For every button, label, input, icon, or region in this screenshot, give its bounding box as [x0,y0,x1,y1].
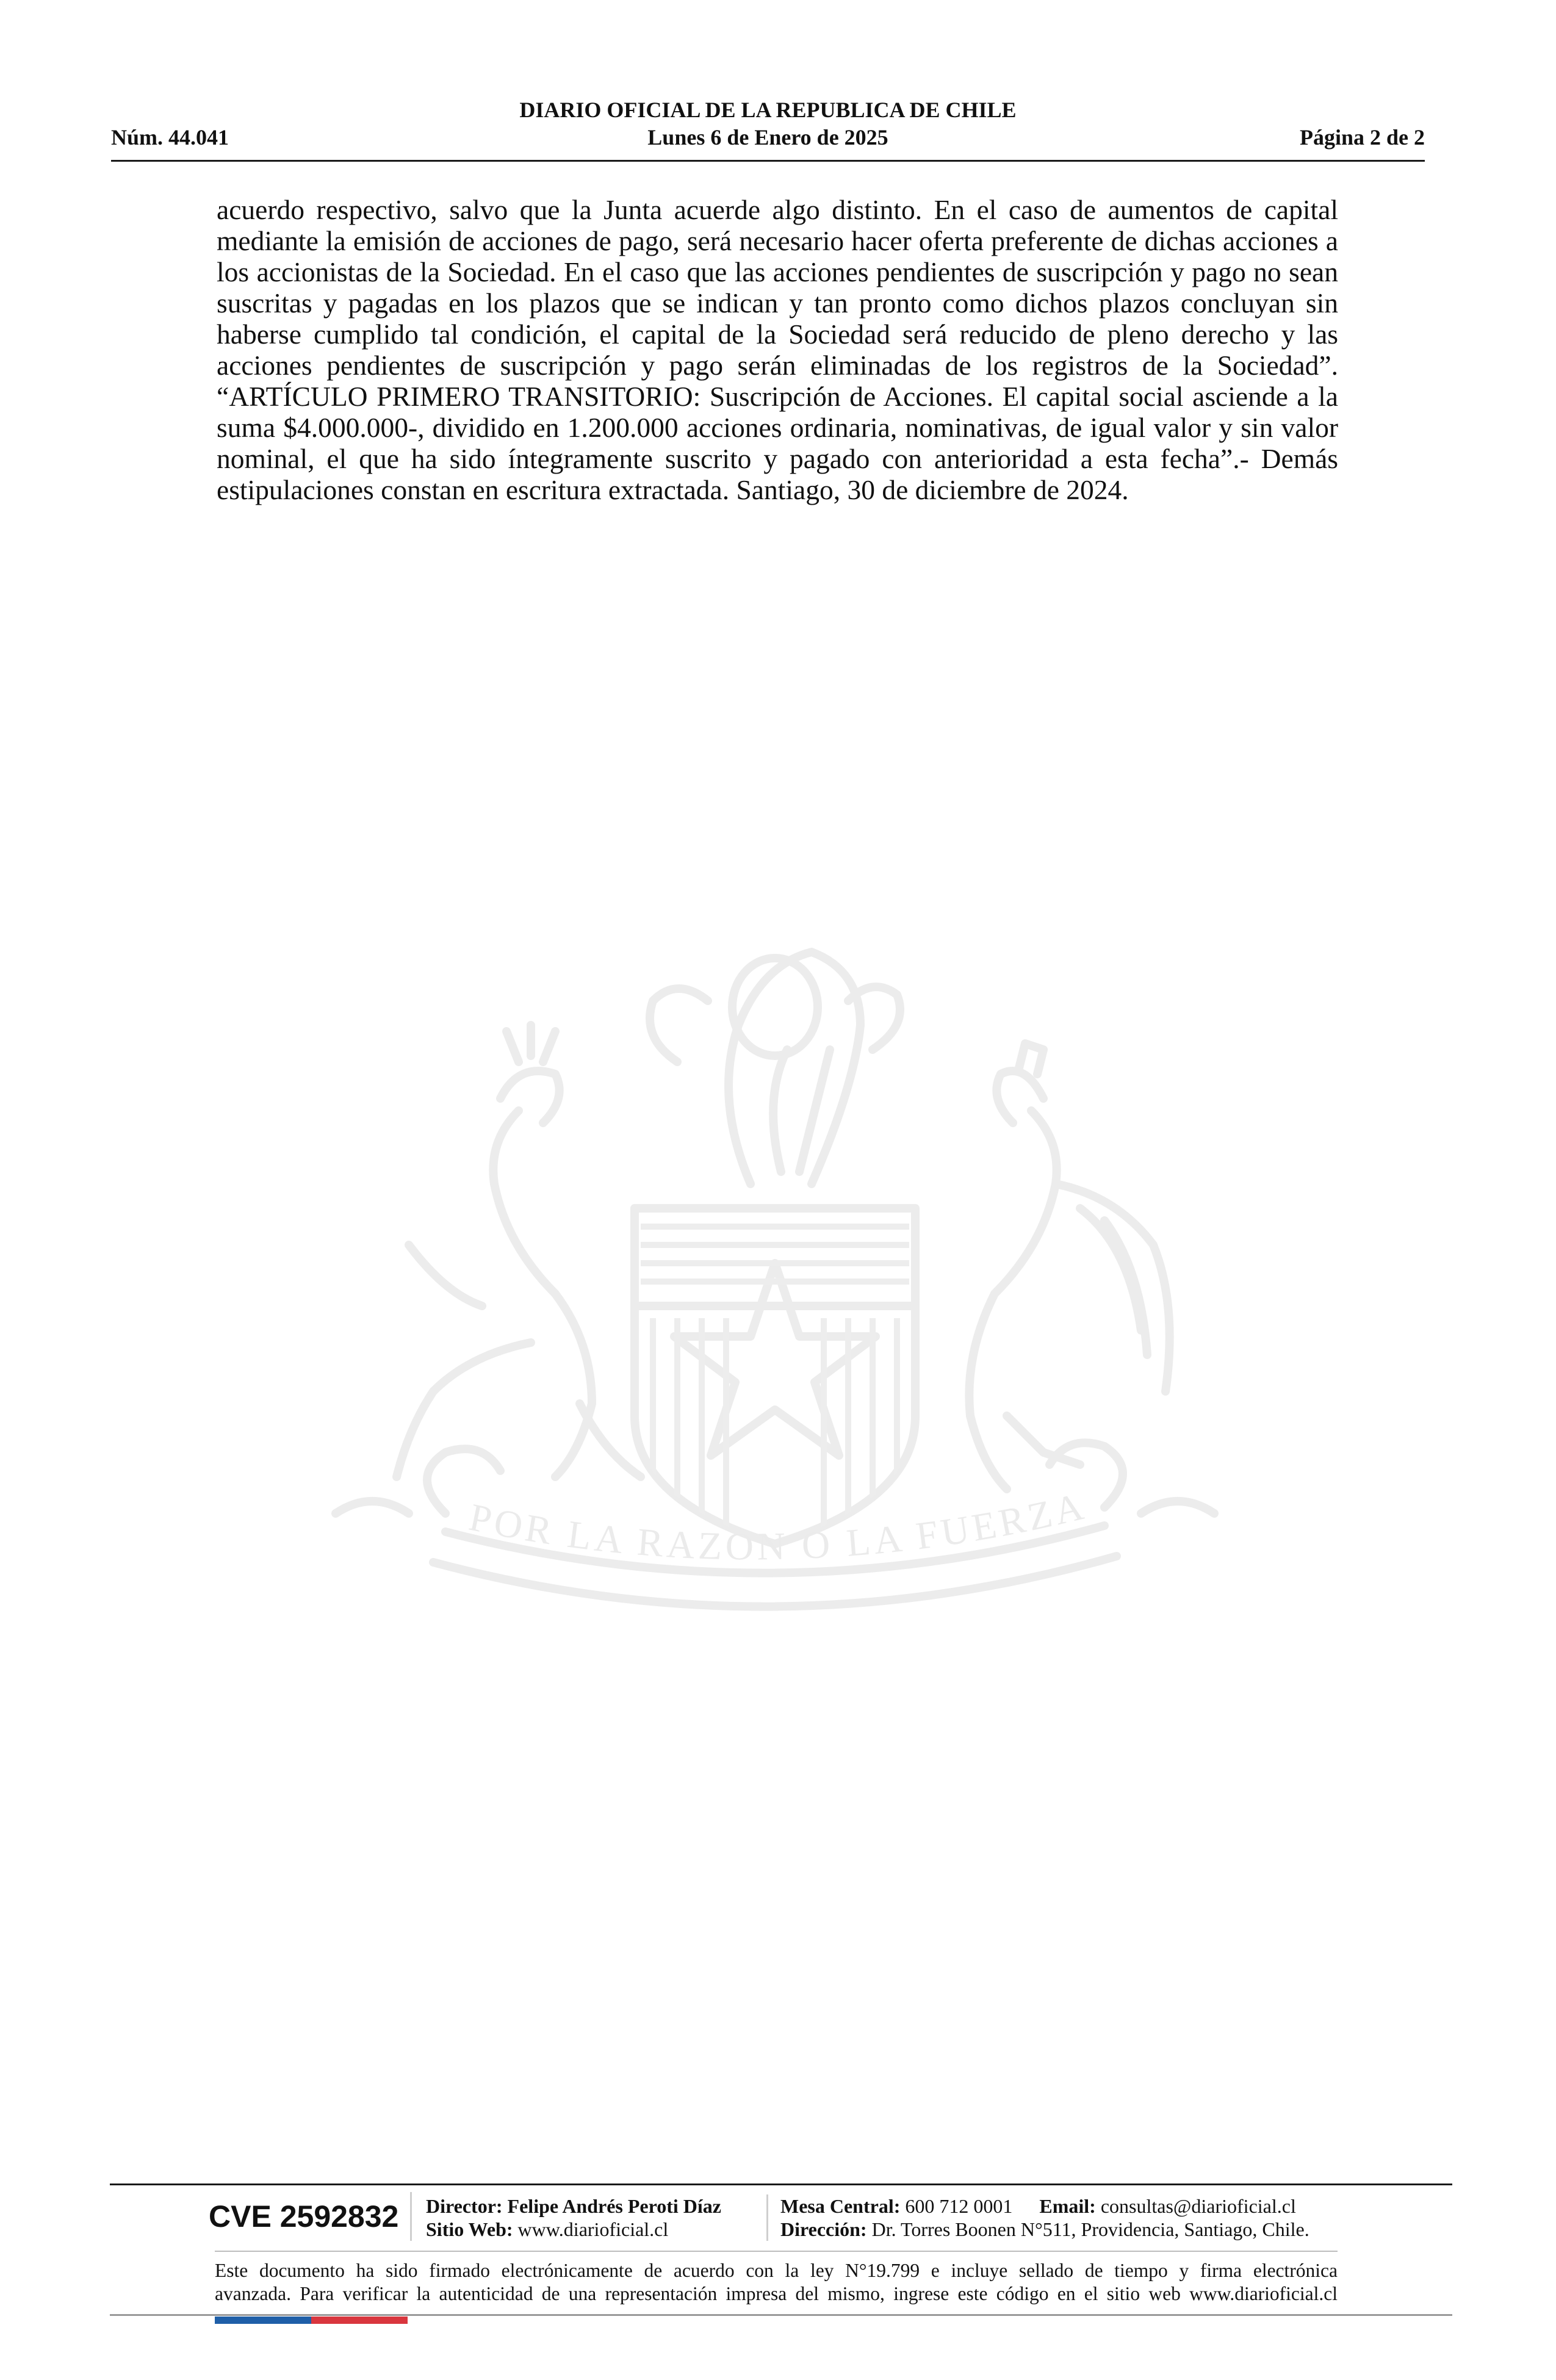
signature-notice-line-1: Este documento ha sido firmado electrónicamente de acuerdo con la ley N°19.799 e incluye sellado de tiempo y firma electrónica [215,2260,1338,2281]
newspaper-title: DIARIO OFICIAL DE LA REPUBLICA DE CHILE [519,98,1017,122]
page-header [111,93,1425,162]
signature-notice-line-2: avanzada. Para verificar la autenticidad de una representación impresa del mismo, ingrese este código en el sitio web www.diarioficial.cl [215,2283,1338,2304]
phone-number: 600 712 0001 [905,2195,1013,2217]
flag-stripe-blue [215,2317,311,2324]
email-link[interactable]: consultas@diarioficial.cl [1100,2195,1296,2217]
website-link[interactable]: www.diarioficial.cl [517,2218,669,2240]
body-paragraph: acuerdo respectivo, salvo que la Junta acuerde algo distinto. En el caso de aumentos de capital mediante la emisión de acciones de pago, será necesario hacer oferta preferente de dichas acciones a los accionistas de la Sociedad. En el caso que las acciones pendientes de suscripción y pago no sean suscritas y pagadas en los plazos que se indican y tan pronto como dichos plazos concluyan sin haberse cumplido tal condición, el capital de la Sociedad será reducido de pleno derecho y las acciones pendientes de suscripción y pago serán eliminadas de los registros de la Sociedad”. “ARTÍCULO PRIMERO TRANSITORIO: Suscripción de Acciones. El capital social asciende a la suma $4.000.000-, dividido en 1.200.000 acciones ordinaria, nominativas, de igual valor y sin valor nominal, el que ha sido íntegramente suscrito y pagado con anterioridad a esta fecha”.- Demás estipulaciones constan en escritura extractada. Santiago, 30 de diciembre de 2024. [217,194,1338,505]
footer-top-divider [110,2183,1452,2185]
footer-bottom-divider [110,2314,1452,2316]
address-value: Dr. Torres Boonen N°511, Providencia, Santiago, Chile. [871,2218,1309,2240]
signature-notice [215,2259,1338,2306]
header-row [111,123,1425,151]
chile-coat-of-arms-icon [214,867,1336,1672]
director-name: Felipe Andrés Peroti Díaz [507,2195,721,2217]
phone-label: Mesa Central: [780,2195,901,2217]
page-indicator: Página 2 de 2 [1299,125,1425,150]
cve-code: CVE 2592832 [209,2192,412,2241]
issue-date: Lunes 6 de Enero de 2025 [647,125,888,150]
website-label: Sitio Web: [426,2218,513,2240]
director-label: Director: [426,2195,503,2217]
email-label: Email: [1039,2195,1096,2217]
flag-stripe-red [311,2317,408,2324]
address-label: Dirección: [780,2218,867,2240]
seal-motto: POR LA RAZON O LA FUERZA [466,1484,1091,1568]
footer-contact-block [766,2194,1309,2241]
issue-number: Núm. 44.041 [111,125,229,150]
footer-mid-divider [215,2251,1338,2252]
footer-director-block [426,2194,768,2241]
